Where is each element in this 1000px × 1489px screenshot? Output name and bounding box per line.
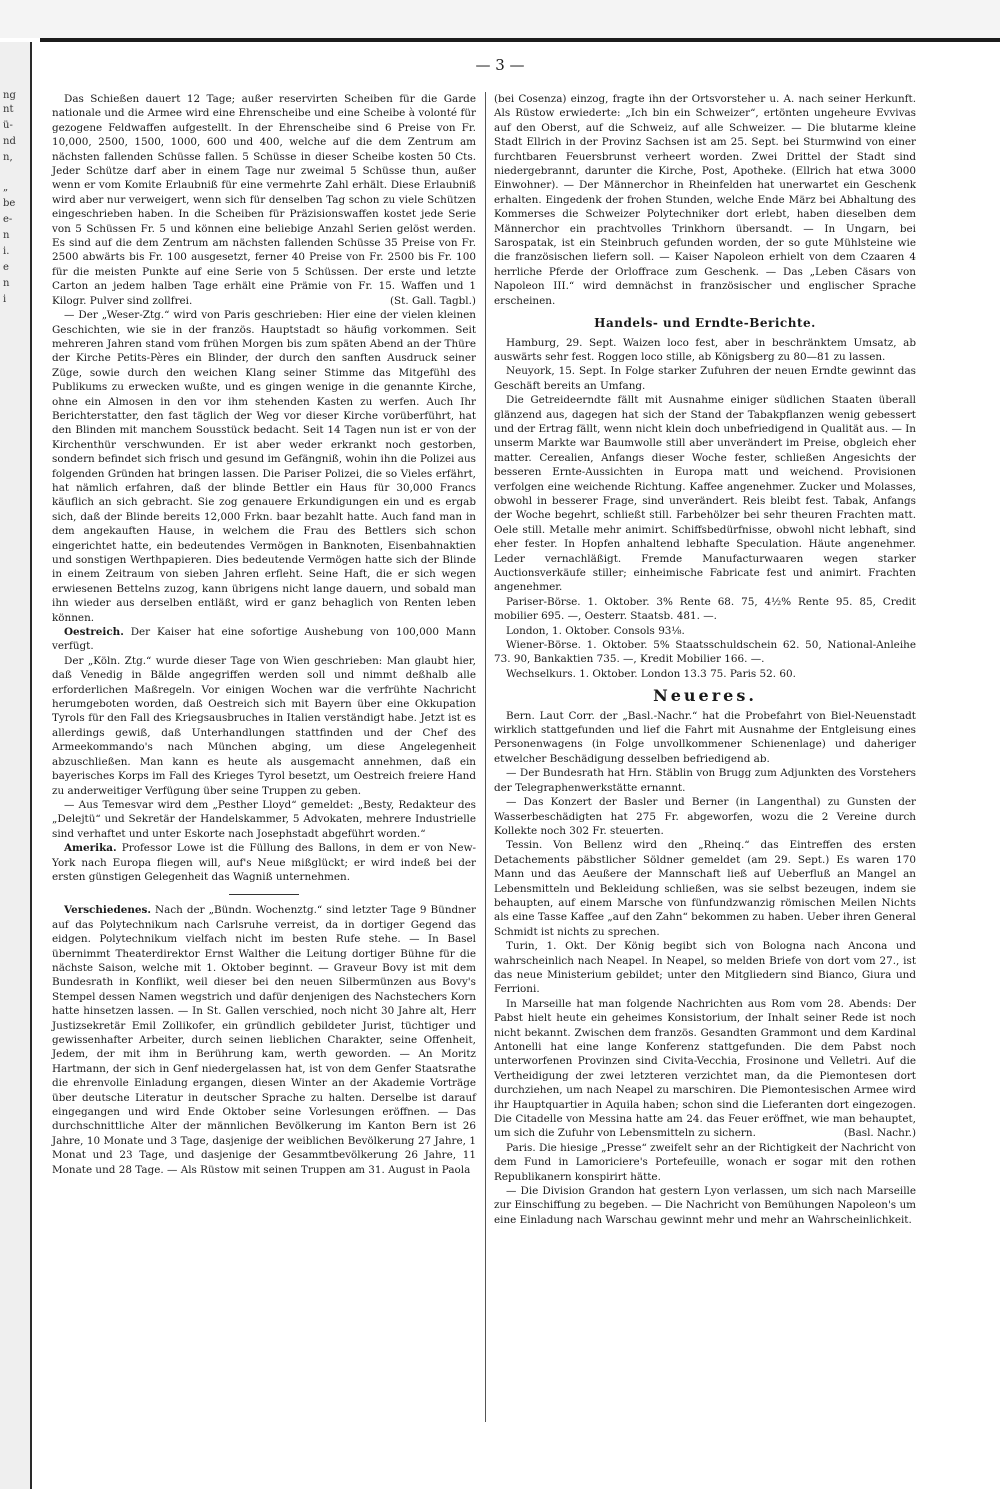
margin-fragment: nd: [3, 136, 16, 147]
source-attribution: (St. Gall. Tagbl.): [389, 294, 476, 307]
article-paragraph: (bei Cosenza) einzog, fragte ihn der Ortsvorsteher u. A. nach seiner Herkunft. Als Rüstow erwiederte: „Ich bin ein Schweizer“, ertönten ungeheure Evvivas auf den Oberst, auf die Schweiz, auf alle Schweizer. — Die blutarme kleine Stadt Ellrich in der Provinz Sachsen ist am 25. Sept. bei Sturmwind von einer furchtbaren Feuersbrunst verheert worden. Zwei Drittel der Stadt sind niedergebrannt, darunter die Kirche, Post, Apotheke. (Ellrich hat etwa 3000 Einwohner). — Der Männerchor in Rheinfelden hat unerwartet ein Geschenk erhalten. Eingedenk der frohen Stunden, welche Ende März bei Abhaltung des Kommerses die Schweizer Polytechniker dort erlebt, haben dieselben dem Männerchor ein prachtvolles Trinkhorn übersandt. — In Ungarn, bei Sarospatak, ist ein Steinbruch gefunden worden, der so gute Mühlsteine wie die französischen liefern soll. — Kaiser Napoleon erhielt von dem Czaaren 4 herrliche Pferde der Orloffrace zum Geschenk. — Das „Leben Cäsars von Napoleon III.“ wird demnächst in französischer und englischer Sprache erscheinen.: [494, 93, 916, 307]
article-paragraph: Das Schießen dauert 12 Tage; außer reservirten Scheiben für die Garde nationale und die Armee wird eine Ehrenscheibe und eine Scheibe à volonté für gezogene Feldwaffen aufgestellt. In der Ehrenscheibe sind 6 Preise von Fr. 10,000, 2500, 1500, 1000, 600 und 400, welche auf die dem Zentrum am nächsten fallenden Schüsse fallen. 5 Schüsse in dieser Scheibe kosten 50 Cts. Jeder Schütze darf aber in einem Tage nur zweimal 5 Schüsse thun, außer wenn er vom Komite Erlaubniß für eine vermehrte Zahl erhält. Diese Erlaubniß wird aber nur verweigert, wenn sich für denselben Tag schon zu viele Schützen eingeschrieben haben. In die Scheiben für Präzisionswaffen kostet jede Serie von 5 Schüssen Fr. 5 und können eine beliebige Anzahl Serien gelöst werden. Es sind auf die dem Zentrum am nächsten fallenden Schüsse 35 Preise von Fr. 2500 abwärts bis Fr. 100 ausgesetzt, ferner 40 Preise von Fr. 2500 bis Fr. 100 für die meisten Punkte auf eine Serie von 5 Schüssen. Der erste und letzte Carton an jedem halben Tage erhält eine Prämie von Fr. 15. Waffen und 1 Kilogr. Pulver sind zollfrei. (St. Gall. Tagbl.): [52, 93, 476, 307]
section-heading: Oestreich.: [64, 626, 124, 639]
adjacent-page-strip: [0, 42, 32, 1489]
news-item: — Das Konzert der Basler und Berner (in Langenthal) zu Gunsten der Wasserbeschädigten hat 275 Fr. abgeworfen, wozu die 2 Vereine durch Kollekte noch 302 Fr. steuerten.: [494, 796, 916, 837]
margin-fragment: n: [3, 278, 10, 289]
news-item: — Die Division Grandon hat gestern Lyon verlassen, um sich nach Marseille zur Einschiffung zu begeben. — Die Nachricht von Bemühungen Napoleon's um eine Einladung nach Warschau gewinnt mehr und mehr an Wahrscheinlichkeit.: [494, 1185, 916, 1226]
article-paragraph: — Aus Temesvar wird dem „Pesther Lloyd“ gemeldet: „Besty, Redakteur des „Delejtü“ und Sekretär der Handelskammer, 5 Advokaten, mehrere Industrielle sind verhaftet und unter Eskorte nach Josephstadt abgeführt worden.“: [52, 798, 476, 840]
scan-top-margin: [0, 0, 1000, 38]
market-report: Hamburg, 29. Sept. Waizen loco fest, aber in beschränktem Umsatz, ab auswärts sehr fest. Roggen loco stille, ab Königsberg zu 80—81 zu lassen.: [494, 336, 916, 363]
margin-fragment: nt: [3, 104, 14, 115]
article-paragraph: — Der „Weser-Ztg.“ wird von Paris geschrieben: Hier eine der vielen kleinen Geschichten, wie sie in der französ. Hauptstadt so häufig vorkommen. Seit mehreren Jahren stand vom frühen Morgen bis zum späten Abend an der Thüre der Kirche Petits-Pères ein Blinder, der durch den sanften Ausdruck seiner Züge, sowie durch den weichen Klang seiner Stimme das Mitgefühl des Publikums zu erwecken wußte, und es gingen wenige in die genannte Kirche, ohne ein Almosen in den vor ihm stehenden Kasten zu werfen. Auch Ihr Berichterstatter, den fast täglich der Weg vor dieser Kirche vorüberführt, hat den Blinden mit manchem Sousstück bedacht. Seit 14 Tagen nun ist er von der Kirchenthür verschwunden. Er ist aber weder erkrankt noch gestorben, sondern befindet sich frisch und gesund im Gefängniß, wohin ihn die Polizei aus folgenden Gründen hat bringen lassen. Die Pariser Polizei, die so Vieles erfährt, hat nämlich erfahren, daß der blinde Bettler ein Haus für 30,000 Francs käuflich an sich gebracht. Sie zog genauere Erkundigungen ein und es ergab sich, daß der Blinde bereits 12,000 Frkn. baar bezahlt hatte. Auch fand man in dem angekauften Hause, in welchem die Frau des Bettlers sich schon eingerichtet hatte, ein bedeutendes Vermögen in Banknoten, Eisenbahnaktien und sonstigen Werthpapieren. Dies bedeutende Vermögen hatte sich der Blinde in einem Zeitraum von sieben Jahren erfleht. Seine Haft, die er sich wegen erwiesenen Bettelns zuzog, kann übrigens nicht lange dauern, und sobald man ihn wieder aus derselben entläßt, wird er ganz behaglich von Renten leben können.: [52, 309, 476, 624]
left-column: [52, 92, 476, 1177]
section-heading: Amerika.: [64, 842, 117, 855]
article-paragraph: Der „Köln. Ztg.“ wurde dieser Tage von Wien geschrieben: Man glaubt hier, daß Venedig in Bälde angegriffen werden soll und nimmt deßhalb alle erforderlichen Maßregeln. Vor einigen Wochen war die verfrühte Nachricht herumgeboten worden, daß Oestreich sich mit Bayern über eine Okkupation Tyrols für den Fall des Kriegsausbruches in Italien verständigt habe. Jetzt ist es allerdings gewiß, daß Unterhandlungen stattfinden und der Chef des Armeekommando's nach München abging, um diese Angelegenheit abzuschließen. Man kann es heute als ausgemacht annehmen, daß ein bayerisches Korps im Fall des Krieges Tyrol besetzt, um Oestreich freiere Hand zu anderweitiger Verfügung über seine Truppen zu geben.: [52, 654, 476, 797]
column-divider: [485, 92, 486, 1422]
news-item: Tessin. Von Bellenz wird den „Rheinq.“ das Eintreffen des ersten Detachements päbstlicher Söldner gemeldet (am 29. Sept.) Es waren 170 Mann und das Aeußere der Mannschaft ließ auf Ueberfluß an Mangel an Lebensmitteln und Bekleidung schließen, was sie selbst bezeugen, indem sie behaupten, auf einem Marsche von fünfundzwanzig römischen Meilen Nichts als eine Tasse Kaffee „auf den Zahn“ bekommen zu haben. Ueber ihren General Schmidt ist nichts zu sprechen.: [494, 839, 916, 938]
article-section-oestreich: Oestreich. Der Kaiser hat eine sofortige Aushebung von 100,000 Mann verfügt.: [52, 626, 476, 653]
news-item: Turin, 1. Okt. Der König begibt sich von Bologna nach Ancona und wahrscheinlich nach Neapel. In Neapel, so melden Briefe von dort vom 27., ist das neue Ministerium gebildet; unter den Mitgliedern sind Bianco, Giura und Ferrioni.: [494, 940, 916, 996]
market-report: Die Getreideerndte fällt mit Ausnahme einiger südlichen Staaten überall glänzend aus, dagegen hat sich der Stand der Tabakpflanzen wenig gebessert und der Ertrag fällt, wenn nicht klein doch unbefriedigend in Qualität aus. — In unserm Markte war Baumwolle still aber unverändert im Preise, obgleich eher matter. Cerealien, Anfangs dieser Woche fester, schließen Angesichts der besseren Ernte-Aussichten in Europa matt und weichend. Provisionen verfolgen eine weichende Richtung. Kaffee angenehmer. Zucker und Molasses, obwohl in besserer Frage, sind unverändert. Reis bleibt fest. Tabak, Anfangs der Woche begehrt, schließt still. Farbehölzer bei sehr theuren Frachten matt. Oele still. Metalle mehr animirt. Schiffsbedürfnisse, obwohl nicht lebhaft, sind eher fester. In Hopfen anhaltend lebhafte Speculation. Häute angenehmer. Leder vernachläßigt. Fremde Manufacturwaaren wegen starker Auctionsverkäufe stiller; einheimische Fabricate fest und animirt. Frachten angenehmer.: [494, 394, 916, 594]
margin-fragment: n: [3, 230, 10, 241]
market-report: Neuyork, 15. Sept. In Folge starker Zufuhren der neuen Erndte gewinnt das Geschäft bereits an Umfang.: [494, 365, 916, 392]
margin-fragment: e-: [3, 214, 13, 225]
article-section-verschiedenes: Verschiedenes. Nach der „Bündn. Wochenztg.“ sind letzter Tage 9 Bündner auf das Polytechnikum nach Carlsruhe verreist, da in dortiger Gegend das eidgen. Polytechnikum vielfach nicht im besten Rufe stehe. — In Basel übernimmt Theaterdirektor Ernst Walther die Leitung dortiger Bühne für die nächste Saison, welche mit 1. Oktober beginnt. — Graveur Bovy ist mit dem Bundesrath in Konflikt, weil dieser bei den neuen Silbermünzen aus Bovy's Stempel dessen Namen wegstrich und dafür denjenigen des Nachstechers Korn hatte hinsetzen lassen. — In St. Gallen verschied, noch nicht 30 Jahre alt, Herr Justizsekretär Emil Zollikofer, ein gründlich gebildeter Jurist, tüchtiger und gewissenhafter Arbeiter, durch seinen lieblichen Charakter, seine Offenheit, Jedem, der mit ihm in Berührung kam, werth geworden. — An Moritz Hartmann, der sich in Genf niedergelassen hat, ist von dem Genfer Staatsrathe die ehrenvolle Einladung ergangen, diesen Winter an der Akademie Vorträge über deutsche Literatur in deutscher Sprache zu halten. Derselbe ist darauf eingegangen und wird Ende Oktober seine Vorlesungen eröffnen. — Das durchschnittliche Alter der männlichen Bevölkerung im Kanton Bern ist 26 Jahre, 10 Monate und 3 Tage, dasjenige der weiblichen Bevölkerung 27 Jahre, 1 Monat und 23 Tage, und dasjenige der Gesammtbevölkerung 26 Jahre, 11 Monate und 28 Tage. — Als Rüstow mit seinen Truppen am 31. August in Paola: [52, 904, 476, 1176]
news-item: Bern. Laut Corr. der „Basl.-Nachr.“ hat die Probefahrt von Biel-Neuenstadt wirklich stattgefunden und lief die Fahrt mit Ausnahme der Entgleisung eines Personenwagens (in Folge unvollkommener Schienenlage) und daheriger etwelcher Beschädigung desselben befriedigend ab.: [494, 709, 916, 765]
margin-fragment: i.: [3, 246, 10, 257]
page-number: — 3 —: [475, 56, 525, 74]
exchange-report: Pariser-Börse. 1. Oktober. 3% Rente 68. 75, 4½% Rente 95. 85, Credit mobilier 695. —, Oesterr. Staatsb. 481. —.: [494, 595, 916, 623]
section-heading-handel: Handels- und Erndte-Berichte.: [594, 316, 816, 331]
source-attribution: (Basl. Nachr.): [843, 1127, 916, 1140]
section-heading-neueres: Neueres.: [653, 686, 757, 706]
exchange-report: London, 1. Oktober. Consols 93⅛.: [506, 624, 685, 637]
news-item: — Der Bundesrath hat Hrn. Stäblin von Brugg zum Adjunkten des Vorstehers der Telegraphenwerkstätte ernannt.: [494, 767, 916, 794]
header-rule: [40, 38, 1000, 42]
exchange-report: Wechselkurs. 1. Oktober. London 13.3 75. Paris 52. 60.: [506, 667, 796, 680]
article-section-amerika: Amerika. Professor Lowe ist die Füllung des Ballons, in dem er von New-York nach Europa fliegen will, auf's Neue mißglückt; er wird indeß bei der ersten günstigen Gelegenheit das Wagniß unternehmen.: [52, 842, 476, 883]
section-divider: [229, 894, 299, 895]
margin-fragment: be: [3, 198, 16, 209]
margin-fragment: e: [3, 262, 9, 273]
exchange-report: Wiener-Börse. 1. Oktober. 5% Staatsschuldschein 62. 50, National-Anleihe 73. 90, Bankaktien 735. —, Kredit Mobilier 166. —.: [494, 639, 916, 666]
margin-fragment: „: [3, 182, 9, 193]
margin-fragment: n,: [3, 152, 13, 163]
section-heading: Verschiedenes.: [64, 904, 151, 917]
right-column: [494, 92, 916, 1227]
news-item: In Marseille hat man folgende Nachrichten aus Rom vom 28. Abends: Der Pabst hielt heute ein geheimes Konsistorium, der Inhalt seiner Rede ist noch nicht bekannt. Zwischen dem französ. Gesandten Grammont und dem Kardinal Antonelli hat eine lange Konferenz stattgefunden. Die dem Pabst noch unterworfenen Provinzen sind Civita-Vecchia, Frosinone und Velletri. Auf die Vertheidigung der zwei letzteren verzichtet man, da die Piemontesen dort durchziehen, um nach Neapel zu marschiren. Die Piemontesischen Armee wird ihr Hauptquartier in Aquila haben; schon sind die Lieferanten dort eingezogen. Die Citadelle von Messina hatte am 24. das Feuer eröffnet, wie man behauptet, um sich die Zufuhr von Lebensmitteln zu sichern. (Basl. Nachr.): [494, 997, 916, 1140]
news-item: Paris. Die hiesige „Presse“ zweifelt sehr an der Richtigkeit der Nachricht von dem Fund in Lamoriciere's Portefeuille, wonach er sogar mit den rothen Republikanern konspirirt hätte.: [494, 1141, 916, 1183]
margin-fragment: i: [3, 294, 7, 305]
margin-fragment: ng: [3, 90, 16, 101]
margin-fragment: ü-: [3, 120, 13, 131]
